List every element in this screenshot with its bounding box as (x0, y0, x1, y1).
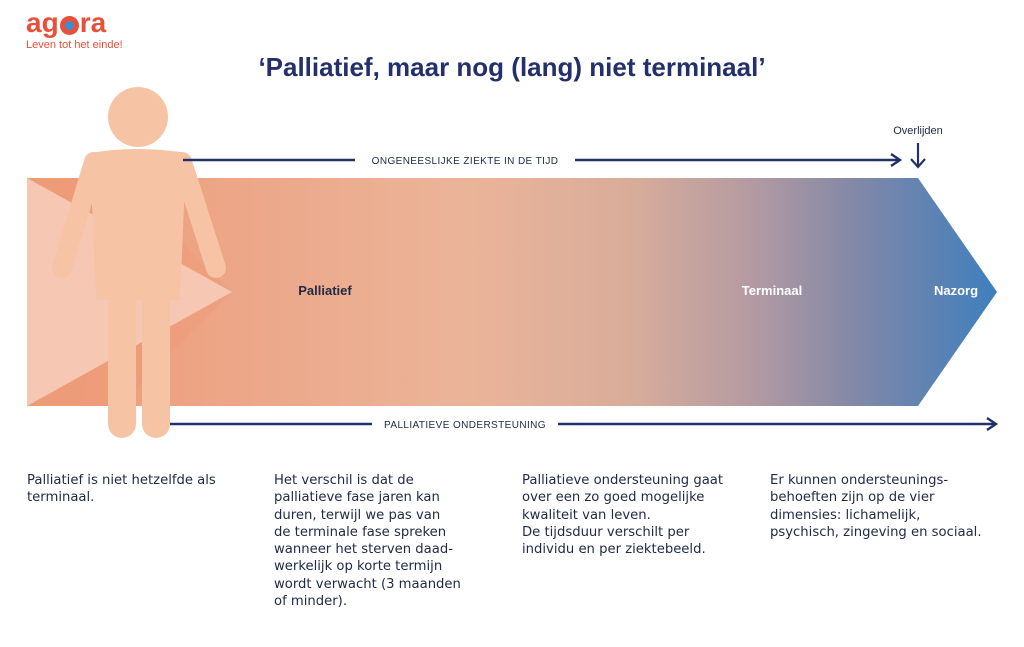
description-dimensies: Er kunnen ondersteunings- behoeften zijn op de vier dimensies: lichamelijk, psychisch, zingeving en sociaal. (770, 473, 982, 540)
logo-text-start: ag (26, 7, 59, 38)
death-marker-label: Overlijden (893, 125, 943, 137)
phase-label-nazorg: Nazorg (933, 283, 979, 298)
logo-tagline: Leven tot het einde! (26, 39, 123, 51)
page-title: ‘Palliatief, maar nog (lang) niet terminaal’ (258, 52, 766, 82)
description-verschil: Het verschil is dat de palliatieve fase jaren kan duren, terwijl we pas van de terminale fase spreken wanneer het sterven daad- werkelijk op korte termijn wordt verwacht (3 maanden of minder). (274, 473, 461, 610)
top-arrow-label: ONGENEESLIJKE ZIEKTE IN DE TIJD (371, 156, 559, 167)
bottom-arrow-label: PALLIATIEVE ONDERSTEUNING (384, 420, 546, 431)
logo-text-end: ra (79, 7, 107, 38)
description-palliatief: Palliatief is niet hetzelfde als terminaal. (27, 473, 216, 506)
phase-label-terminaal: Terminaal (741, 283, 803, 298)
down-arrow-icon (911, 143, 925, 167)
bottom-arrow (170, 418, 996, 430)
description-ondersteuning: Palliatieve ondersteuning gaat over een zo goed mogelijke kwaliteit van leven. De tijdsduur verschilt per individu en per ziektebeeld. (522, 473, 724, 558)
phase-label-palliatief: Palliatief (298, 283, 352, 298)
